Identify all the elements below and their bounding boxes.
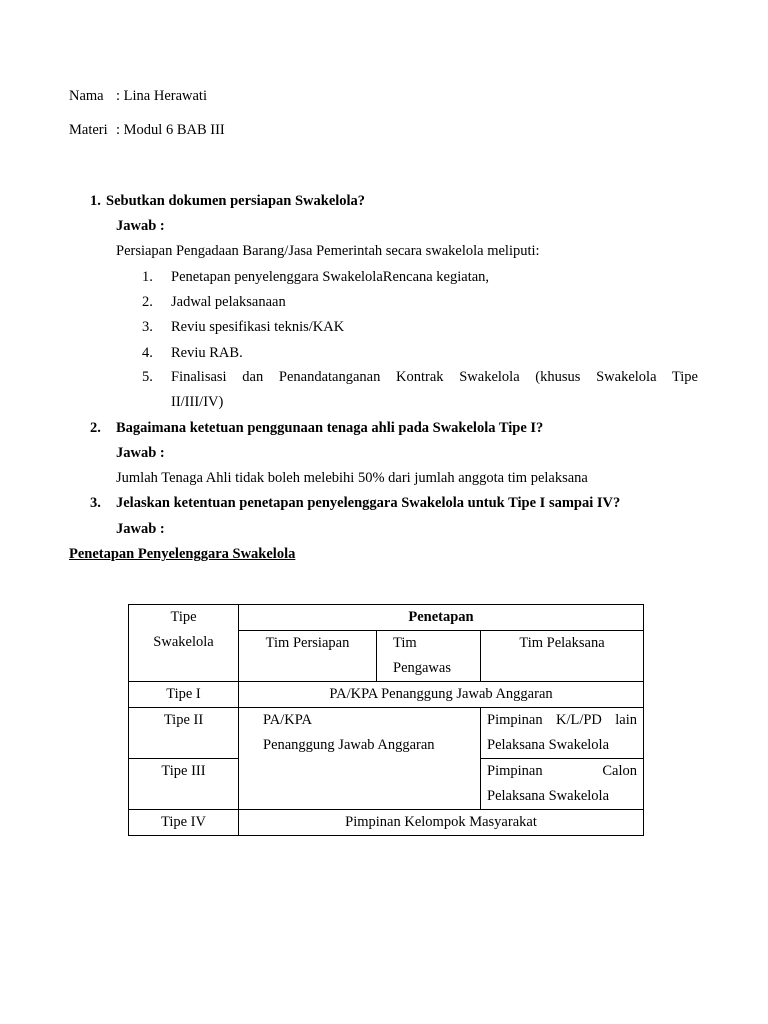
table-row — [129, 708, 644, 759]
nama-value: : Lina Herawati — [116, 88, 207, 104]
q1-item-number: 2. — [142, 294, 153, 310]
table-row — [129, 810, 644, 836]
row-tipe-label: Tipe III — [129, 759, 239, 810]
q2-jawab: Jawab : — [116, 445, 165, 461]
pelaksana-line-2: Pelaksana Swakelola — [487, 737, 610, 753]
row-tipe-label: Tipe II — [129, 708, 239, 759]
merged-line-2: Penanggung Jawab Anggaran — [263, 737, 435, 753]
row-tipe-label: Tipe I — [129, 682, 239, 708]
q3-jawab: Jawab : — [116, 521, 165, 537]
q1-number: 1. — [90, 193, 101, 209]
section-title: Penetapan Penyelenggara Swakelola — [69, 546, 296, 562]
nama-label: Nama — [69, 88, 104, 104]
q1-item-text: Reviu spesifikasi teknis/KAK — [171, 319, 345, 335]
q1-item-text: Finalisasi dan Penandatanganan Kontrak Swakelola (khusus Swakelola Tipe — [171, 369, 698, 385]
header-tim-line: Tim — [393, 635, 417, 651]
q1-item-number: 1. — [142, 269, 153, 285]
header-swakelola-line: Swakelola — [153, 634, 214, 650]
q1-jawab: Jawab : — [116, 218, 165, 234]
header-pengawas-line: Pengawas — [393, 660, 451, 676]
q1-item-number: 5. — [142, 369, 153, 385]
row-tipe-label: Tipe IV — [129, 810, 239, 836]
row-tim-pelaksana — [481, 759, 644, 810]
table-row — [129, 682, 644, 708]
q2-question: Bagaimana ketetuan penggunaan tenaga ahli pada Swakelola Tipe I? — [116, 420, 544, 436]
materi-value: : Modul 6 BAB III — [116, 122, 225, 138]
pelaksana-line-1: Pimpinan Calon — [487, 763, 638, 779]
row-tim-pelaksana — [481, 708, 644, 759]
q3-question: Jelaskan ketentuan penetapan penyelenggara Swakelola untuk Tipe I sampai IV? — [116, 495, 621, 511]
q3-number: 3. — [90, 495, 101, 511]
row-merged-penanggung-jawab — [239, 708, 481, 810]
q2-number: 2. — [90, 420, 101, 436]
table-header-row — [129, 605, 644, 631]
header-penetapan: Penetapan — [239, 605, 644, 631]
penetapan-table — [128, 604, 644, 836]
pelaksana-line-2: Pelaksana Swakelola — [487, 788, 610, 804]
materi-label: Materi — [69, 122, 108, 138]
q1-item-text-continued: II/III/IV) — [171, 394, 224, 410]
q2-answer: Jumlah Tenaga Ahli tidak boleh melebihi 50% dari jumlah anggota tim pelaksana — [116, 470, 588, 486]
header-tipe-swakelola — [129, 605, 239, 682]
q1-item-number: 4. — [142, 345, 153, 361]
q1-item-text: Penetapan penyelenggara SwakelolaRencana kegiatan, — [171, 269, 490, 285]
header-tipe-line: Tipe — [170, 609, 197, 625]
row-value: Pimpinan Kelompok Masyarakat — [239, 810, 644, 836]
header-tim-persiapan: Tim Persiapan — [239, 631, 377, 682]
q1-question: Sebutkan dokumen persiapan Swakelola? — [106, 193, 366, 209]
q1-item-number: 3. — [142, 319, 153, 335]
header-tim-pengawas — [377, 631, 481, 682]
merged-line-1: PA/KPA — [263, 712, 312, 728]
row-value: PA/KPA Penanggung Jawab Anggaran — [239, 682, 644, 708]
q1-item-text: Reviu RAB. — [171, 345, 243, 361]
q1-item-text: Jadwal pelaksanaan — [171, 294, 286, 310]
q1-intro: Persiapan Pengadaan Barang/Jasa Pemerintah secara swakelola meliputi: — [116, 243, 540, 259]
header-tim-pelaksana: Tim Pelaksana — [481, 631, 644, 682]
pelaksana-line-1: Pimpinan K/L/PD lain — [487, 712, 638, 728]
